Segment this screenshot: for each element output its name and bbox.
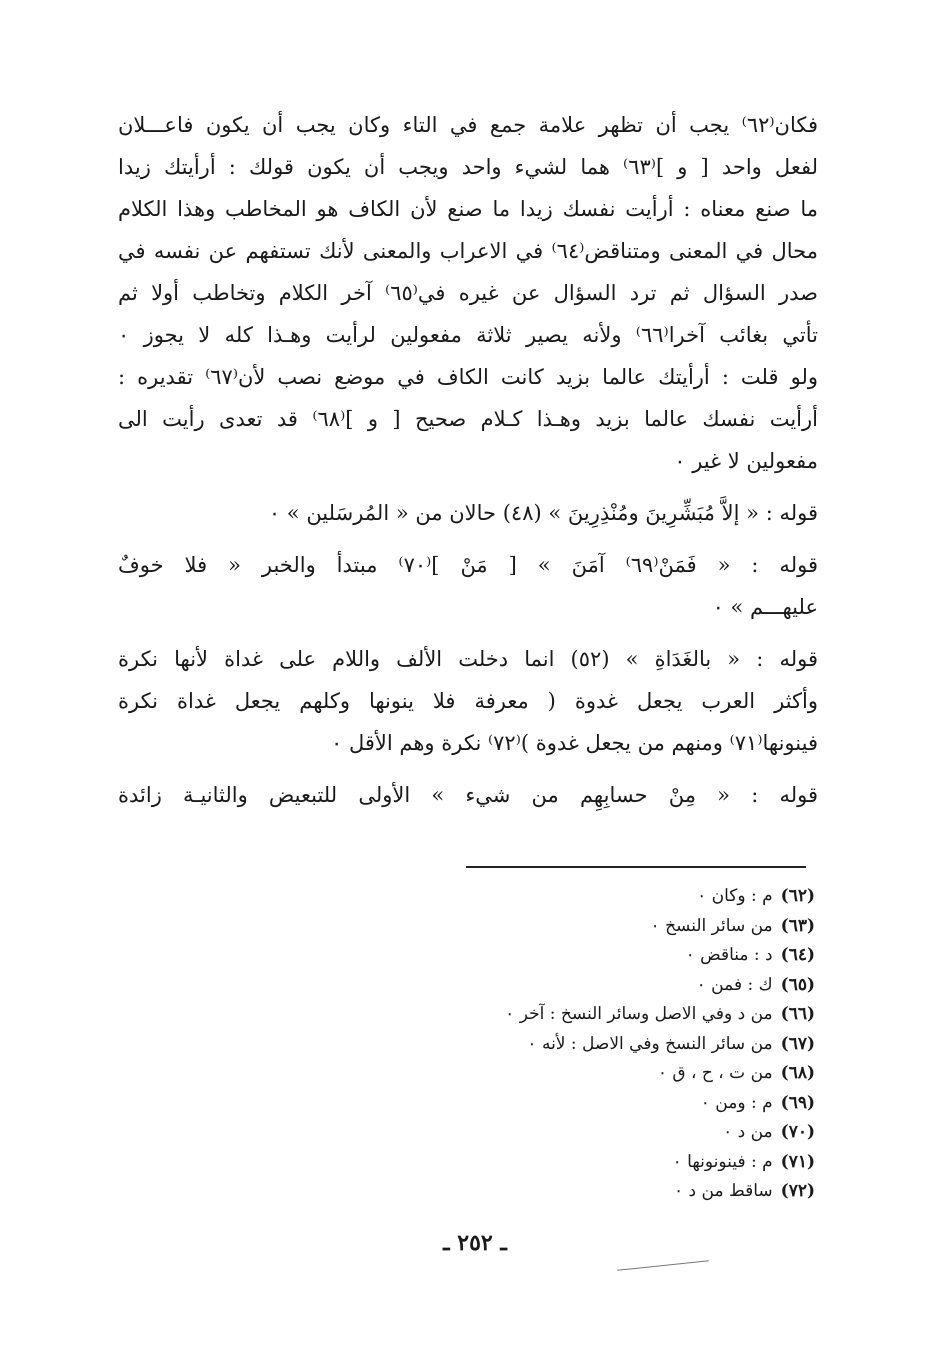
page-number: ـ ٢٥٢ ـ (443, 1230, 507, 1256)
text-line: فينونها⁽٧١⁾ ومنهم من يجعل غدوة )⁽٧٢⁾ نكرة وهم الأقل ٠ (331, 731, 818, 755)
text-line: ما صنع معناه : أرأيت نفسك زيدا ما صنع لأن الكاف هو المخاطب وهذا الكلام (118, 197, 818, 221)
footnote (365, 912, 815, 942)
footnote-text: من سائر النسخ ٠ (650, 915, 773, 936)
main-text (118, 104, 818, 816)
paragraph (118, 774, 818, 816)
footnote (365, 971, 815, 1001)
text-line: أرأيت نفسك عالما بزيد وهـذا كـلام صحيح [ و ]⁽٦٨⁾ قد تعدى رأيت الى (118, 407, 818, 431)
footnote-number: (٦٣) (780, 915, 815, 936)
footnote-text: من ت ، ح ، ق ٠ (657, 1063, 773, 1083)
text-line: محال في المعنى ومتناقض⁽٦٤⁾ في الاعراب والمعنى لأنك تستفهم عن نفسه في (118, 239, 818, 263)
paragraph (118, 492, 818, 534)
footnote (365, 1030, 815, 1060)
footnote-text: م : فينونونها ٠ (672, 1151, 773, 1172)
footnote-number: (٦٤) (780, 945, 815, 965)
footnote-number: (٦٦) (780, 1004, 815, 1024)
footnote (365, 1000, 815, 1030)
footnote-text: ك : فمن ٠ (696, 974, 773, 995)
footnote (365, 1118, 815, 1148)
text-line: قوله : « مِنْ حسابِهِم من شيء » الأولى للتبعيض والثانيـة زائدة (118, 783, 818, 807)
footnote-text: من سائر النسخ وفي الاصل : لأنه ٠ (527, 1033, 773, 1054)
text-line: لفعل واحد [ و ]⁽٦٣⁾ هما لشيء واحد ويجب أن يكون قولك : أرأيتك زيدا (118, 155, 818, 179)
footnote-number: (٧٢) (780, 1181, 815, 1201)
paragraph (118, 638, 818, 764)
footnote-separator (466, 866, 806, 868)
footnote-text: م : وكان ٠ (697, 886, 773, 906)
footnote-text: من د وفي الاصل وسائر النسخ : آخر ٠ (505, 1004, 773, 1024)
footnote-text: ساقط من د ٠ (673, 1181, 773, 1201)
footnote (365, 882, 815, 912)
text-line: صدر السؤال ثم ترد السؤال عن غيره في⁽٦٥⁾ آخر الكلام وتخاطب أولا ثم (118, 281, 818, 305)
text-line: قوله : « بالغَدَاةِ » (٥٢) انما دخلت الألف واللام على غداة لأنها نكرة (118, 647, 818, 671)
footnote-number: (٦٧) (780, 1033, 815, 1054)
text-line: وأكثر العرب يجعل غدوة ( معرفة فلا ينونها وكلهم يجعل غداة نكرة (118, 689, 818, 713)
footnote-number: (٦٢) (780, 886, 815, 906)
footnote-number: (٧١) (780, 1151, 815, 1172)
text-line: ولو قلت : أرأيتك عالما بزيد كانت الكاف في موضع نصب لأن⁽٦٧⁾ تقديره : (118, 365, 818, 389)
paragraph (118, 104, 818, 482)
footnote-number: (٦٩) (780, 1092, 815, 1113)
text-line: قوله : « إلاَّ مُبَشِّرِينَ ومُنْذِرِينَ » (٤٨) حالان من « المُرسَلين » ٠ (268, 501, 818, 525)
footnote-text: من د ٠ (723, 1122, 773, 1142)
paragraph (118, 544, 818, 628)
footnote-number: (٦٥) (780, 974, 815, 995)
footnote (365, 1148, 815, 1178)
footnote (365, 941, 815, 971)
text-line: قوله : « فَمَنْ⁽٦٩⁾ آمَنَ » [ مَنْ ]⁽٧٠⁾ مبتدأ والخبر « فلا خوفٌ (118, 553, 818, 577)
footnotes (365, 882, 815, 1207)
text-line: تأتي بغائب آخرا⁽٦٦⁾ ولأنه يصير ثلاثة مفعولين لرأيت وهـذا كله لا يجوز ٠ (118, 323, 818, 347)
scan-mark (617, 1260, 709, 1271)
footnote (365, 1177, 815, 1207)
footnote-number: (٦٨) (780, 1063, 815, 1083)
text-line: فكان⁽٦٢⁾ يجب أن تظهر علامة جمع في التاء وكان يجب أن يكون فاعـــلان (118, 113, 818, 137)
text-line: عليهـــم » ٠ (712, 595, 818, 619)
footnote-text: م : ومن ٠ (700, 1092, 773, 1113)
footnote (365, 1059, 815, 1089)
footnote-text: د : مناقض ٠ (685, 945, 773, 965)
footnote-number: (٧٠) (780, 1122, 815, 1142)
text-line: مفعولين لا غير ٠ (674, 449, 818, 473)
footnote (365, 1089, 815, 1119)
